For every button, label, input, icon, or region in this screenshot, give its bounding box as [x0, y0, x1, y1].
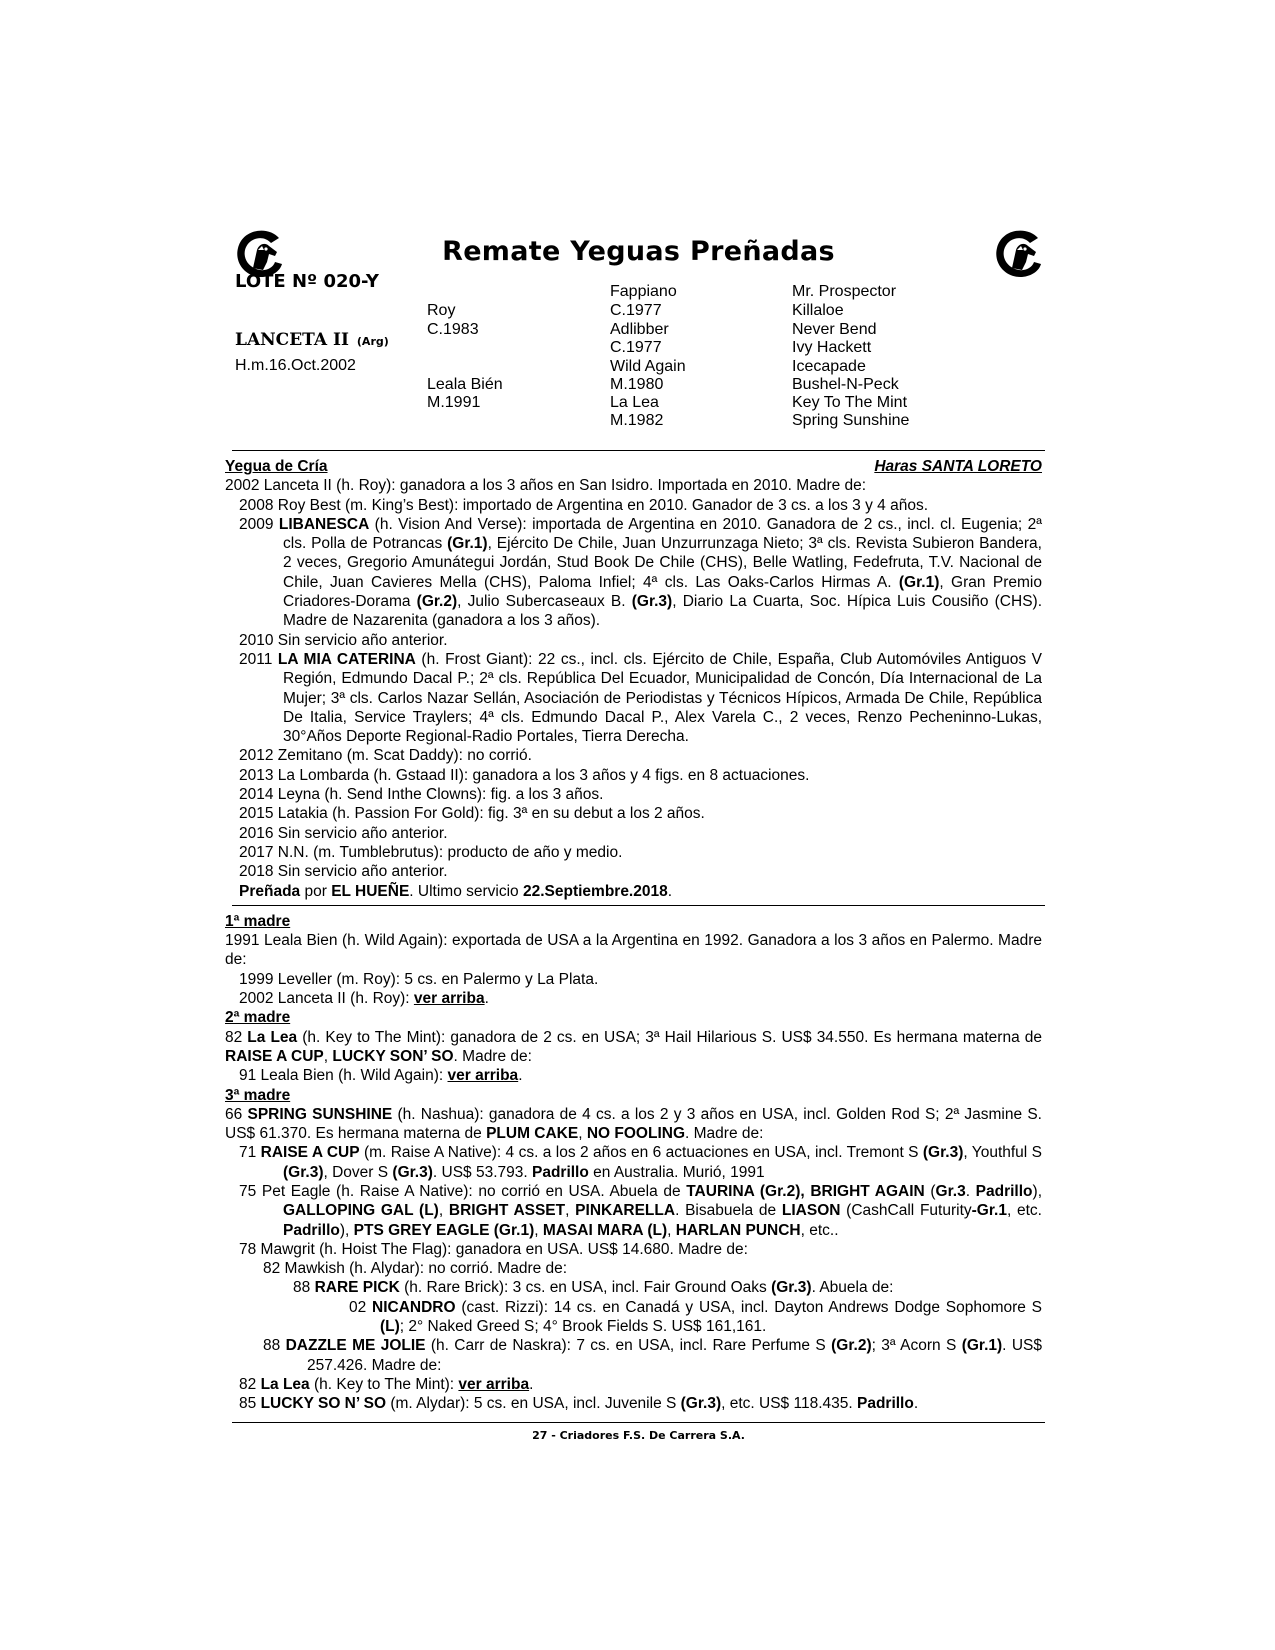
entry-text: 2013 La Lombarda (h. Gstaad II): ganadora a los 3 años y 4 figs. en 8 actuaciones. [239, 766, 810, 784]
entry-text: 82 La Lea (h. Key to The Mint): ver arriba. [239, 1375, 534, 1393]
dam-dam-name: La Lea [610, 394, 659, 411]
entry-text: 85 LUCKY SO N’ SO (m. Alydar): 5 cs. en USA, incl. Juvenile S (Gr.3), etc. US$ 118.435. Padrillo. [239, 1395, 919, 1413]
section-title: 3ª madre [225, 1086, 291, 1104]
section-title: Yegua de Cría [225, 458, 328, 475]
ancestor-g3: Key To The Mint [792, 394, 908, 411]
lot-number: LOTE Nº 020-Y [235, 271, 379, 292]
ancestor-g3: Spring Sunshine [792, 412, 910, 429]
section-title: 2ª madre [225, 1009, 291, 1027]
entry-text: 91 Leala Bien (h. Wild Again): ver arriba. [239, 1067, 523, 1085]
haras-name: Haras SANTA LORETO [874, 458, 1042, 475]
entry-text: 82 Mawkish (h. Alydar): no corrió. Madre de: [263, 1260, 568, 1278]
entry-text: 2018 Sin servicio año anterior. [239, 863, 448, 881]
entry-text: 1999 Leveller (m. Roy): 5 cs. en Palermo y La Plata. [239, 970, 599, 988]
dam-name: Leala Bién [427, 376, 503, 393]
ancestor-g3: Ivy Hackett [792, 339, 872, 356]
entry-text: 2009 LIBANESCA (h. Vision And Verse): importada de Argentina en 2010. Ganadora de 2 cs., incl. cl. Eugenia; 2ª cls. Polla de Potrancas (Gr.1), Ejército De Chile, Juan Unzurrunzaga Nieto; 3ª cls. Revista Subieron Bandera, 2 veces, Gregorio Amunátegui Jordán, Stud Book De Chile (CHS), Belle Watling, Fedefruta, T.V. Nacional de Chile, Juan Cavieres Mella (CHS), Paloma Infiel; 4ª cls. Las Oaks-Carlos Hirmas A. (Gr.1), Gran Premio Criadores-Dorama (Gr.2), Julio Subercaseaux B. (Gr.3), Diario La Cuarta, Soc. Hípica Luis Cousiño (CHS). Madre de Nazarenita (ganadora a los 3 años). [239, 515, 1043, 630]
pregnancy-status: Preñada por EL HUEÑE. Ultimo servicio 22.Septiembre.2018. [239, 882, 673, 900]
dam-sire-info: M.1980 [610, 376, 664, 393]
divider [232, 1422, 1045, 1423]
section-header [225, 457, 1042, 476]
entry-text: 88 RARE PICK (h. Rare Brick): 3 cs. en USA, incl. Fair Ground Oaks (Gr.3). Abuela de: [293, 1279, 894, 1297]
ancestor-g3: Mr. Prospector [792, 283, 897, 300]
entry-text: 78 Mawgrit (h. Hoist The Flag): ganadora en USA. US$ 14.680. Madre de: [239, 1240, 748, 1258]
entry-text: 82 La Lea (h. Key to The Mint): ganadora de 2 cs. en USA; 3ª Hail Hilarious S. US$ 34.550. Es hermana materna de RAISE A CUP, LUCKY SON’ SO. Madre de: [225, 1028, 1042, 1065]
grandsire-info: C.1977 [610, 302, 662, 319]
entry-text: 2016 Sin servicio año anterior. [239, 824, 448, 842]
granddam-name: Adlibber [610, 321, 669, 338]
entry-text: 75 Pet Eagle (h. Raise A Native): no corrió en USA. Abuela de TAURINA (Gr.2), BRIGHT AGAIN (Gr.3. Padrillo), GALLOPING GAL (L), BRIGHT ASSET, PINKARELLA. Bisabuela de LIASON (CashCall Futurity-Gr.1, etc. Padrillo), PTS GREY EAGLE (Gr.1), MASAI MARA (L), HARLAN PUNCH, etc.. [239, 1182, 1042, 1239]
entry-text: 2012 Zemitano (m. Scat Daddy): no corrió. [239, 747, 532, 765]
ancestor-g3: Killaloe [792, 302, 844, 319]
pedigree-table [235, 271, 1042, 450]
entry-text: 2002 Lanceta II (h. Roy): ver arriba. [239, 990, 489, 1008]
grandsire-name: Fappiano [610, 283, 677, 300]
entry-text: 88 DAZZLE ME JOLIE (h. Carr de Naskra): 7 cs. en USA, incl. Rare Perfume S (Gr.2); 3ª Acorn S (Gr.1). US$ 257.426. Madre de: [263, 1337, 1042, 1374]
ancestor-g3: Never Bend [792, 321, 877, 338]
entry-text: 2008 Roy Best (m. King’s Best): importado de Argentina en 2010. Ganador de 3 cs. a los 3 y 4 años. [239, 496, 929, 514]
ancestor-g3: Bushel-N-Peck [792, 376, 899, 393]
entry-text: 66 SPRING SUNSHINE (h. Nashua): ganadora de 4 cs. a los 2 y 3 años en USA, incl. Golden Rod S; 2ª Jasmine S. US$ 61.370. Es hermana materna de PLUM CAKE, NO FOOLING. Madre de: [225, 1105, 1042, 1143]
entry-text: 2014 Leyna (h. Send Inthe Clowns): fig. a los 3 años. [239, 786, 604, 804]
horse-origin: (Arg) [356, 335, 389, 348]
dam-info: M.1991 [427, 394, 481, 411]
page-footer: 27 - Criadores F.S. De Carrera S.A. [532, 1428, 745, 1442]
entry-text: 71 RAISE A CUP (m. Raise A Native): 4 cs. a los 2 años en 6 actuaciones en USA, incl. Tremont S (Gr.3), Youthful S (Gr.3), Dover S (Gr.3). US$ 53.793. Padrillo en Australia. Murió, 1991 [239, 1144, 1042, 1181]
horse-info: H.m.16.Oct.2002 [235, 357, 356, 374]
granddam-info: C.1977 [610, 339, 662, 356]
entry-text: 1991 Leala Bien (h. Wild Again): exportada de USA a la Argentina en 1992. Ganadora a los 3 años en Palermo. Madre de: [225, 932, 1042, 969]
entry-text: 2015 Latakia (h. Passion For Gold): fig. 3ª en su debut a los 2 años. [239, 805, 705, 823]
horse-head-logo-icon [992, 228, 1044, 280]
dam-dam-info: M.1982 [610, 412, 664, 429]
yegua-section [225, 457, 1042, 901]
entry-text: 2011 LA MIA CATERINA (h. Frost Giant): 22 cs., incl. cls. Ejército de Chile, España, Club Automóviles Antiguos V Región, Edmundo Dacal P.; 2ª cls. República Del Ecuador, Municipalidad de Concón, Día Internacional de La Mujer; 3ª cls. Carlos Nazar Sellán, Asociación de Periodistas y Técnicos Hípicos, Armada De Chile, República De Italia, Service Traylers; 4ª cls. Edmundo Dacal P., Alex Varela C., 2 veces, Renzo Pecheninno-Lukas, 30°Años Deporte Regional-Radio Portales, Tierra Derecha. [239, 650, 1043, 746]
catalog-page [225, 228, 1043, 1442]
ancestor-g3: Icecapade [792, 358, 866, 375]
family-section [225, 912, 1042, 1414]
section-title: 1ª madre [225, 912, 291, 930]
sire-name: Roy [427, 302, 456, 319]
entry-text: 2017 N.N. (m. Tumblebrutus): producto de año y medio. [239, 843, 623, 861]
divider [232, 450, 1045, 451]
entry-text: 2002 Lanceta II (h. Roy): ganadora a los 3 años en San Isidro. Importada en 2010. Madre de: [225, 477, 867, 495]
divider [232, 905, 1045, 906]
dam-sire-name: Wild Again [610, 358, 686, 375]
horse-name: LANCETA II (Arg) [235, 330, 389, 350]
entry-text: 2010 Sin servicio año anterior. [239, 631, 448, 649]
page-title: Remate Yeguas Preñadas [442, 236, 835, 267]
sire-info: C.1983 [427, 321, 479, 338]
entry-text: 02 NICANDRO (cast. Rizzi): 14 cs. en Canadá y USA, incl. Dayton Andrews Dodge Sophomore S (L); 2° Naked Greed S; 4° Brook Fields S. US$ 161,161. [349, 1298, 1042, 1336]
